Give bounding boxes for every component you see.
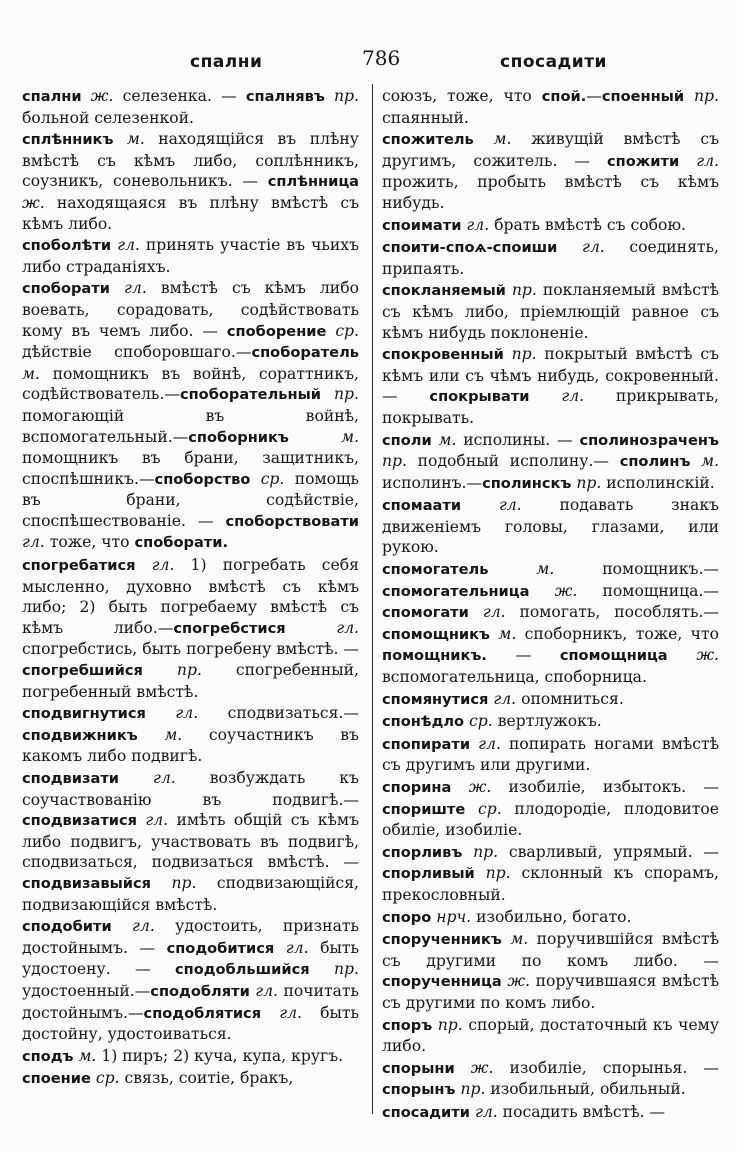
grammar-label: ж. [468, 778, 492, 796]
grammar-label: гл. [493, 689, 517, 708]
entry-text: сподвизаться.— [198, 704, 359, 723]
grammar-label: гл. [474, 1102, 498, 1121]
entry-text: спаянный. [382, 108, 469, 127]
grammar-label: ж. [507, 972, 531, 991]
entry-text: почитать достойнымъ.— [22, 981, 359, 1022]
entry-text: помощникъ въ войнѣ, сораттникъ, содѣйствователь.— [22, 364, 359, 404]
entry-text [529, 582, 554, 600]
entry-headword: споли [382, 431, 432, 449]
entry-text [432, 431, 439, 449]
dictionary-entry [22, 1068, 359, 1090]
entry-headword: сполинъ [619, 453, 691, 471]
entry-text: спогребенный, погребенный вмѣстѣ. [22, 661, 359, 701]
grammar-label: гл. [561, 387, 585, 406]
left-running-headword: спални [190, 52, 263, 72]
grammar-label: гл. [285, 938, 309, 957]
entry-headword: спомощница [559, 647, 668, 665]
entry-text [321, 385, 334, 403]
dictionary-entry [22, 86, 359, 128]
entry-headword: помощникъ. [382, 647, 487, 665]
entry-text: покрытый вмѣстѣ съ кѣмъ или съ чѣмъ нибудь, сокровенный. — [382, 345, 719, 406]
grammar-label: ж. [696, 646, 719, 665]
entry-text [143, 661, 177, 679]
entry-text: изобиліе, спорынья. — [493, 1058, 719, 1077]
entry-text [112, 917, 132, 935]
entry-headword: спорынъ [382, 1081, 456, 1099]
grammar-label: гл. [151, 556, 175, 575]
entry-text [475, 864, 486, 882]
entry-headword: спокрывати [429, 388, 530, 406]
entry-headword: споение [22, 1070, 91, 1088]
entry-text [286, 619, 337, 637]
grammar-label: гл. [117, 236, 140, 255]
right-running-headword: спосадити [500, 52, 607, 72]
entry-text [462, 843, 473, 861]
entry-text: быть достойну, удостоиваться. [22, 1003, 359, 1044]
dictionary-entry [382, 907, 719, 929]
entry-text [110, 279, 124, 297]
grammar-label: пр. [485, 864, 511, 883]
entry-headword: спокланяемый [382, 282, 506, 300]
entry-headword: споборство [154, 470, 251, 488]
grammar-label: м. [126, 130, 145, 149]
grammar-label: м. [701, 452, 719, 471]
entry-text: плодородіе, плодовитое обиліе, изобиліе. [382, 799, 719, 840]
dictionary-entry [382, 86, 719, 128]
grammar-label: гл. [336, 618, 359, 637]
entry-text: возбуждать къ соучаствованію въ подвигѣ.— [22, 769, 359, 809]
dictionary-entry [22, 129, 359, 234]
entry-text: соединять, припаять. [382, 238, 719, 278]
entry-text: — [486, 646, 560, 665]
entry-text [82, 87, 91, 105]
entry-text: помощница.— [577, 581, 719, 600]
entry-text [261, 1004, 279, 1022]
entry-headword: споити-споѧ-споиши [382, 239, 558, 257]
grammar-label: ж. [554, 581, 578, 600]
dictionary-entry [382, 1015, 719, 1057]
entry-text: исполинскій. [601, 473, 715, 492]
entry-headword: спорыни [382, 1059, 455, 1077]
entry-text: сварливый, упрямый. — [498, 842, 719, 861]
entry-headword: спориште [382, 800, 466, 818]
left-column [22, 86, 359, 1091]
entry-text [289, 428, 341, 446]
grammar-label: гл. [466, 215, 490, 234]
grammar-label: гл. [279, 1003, 302, 1022]
dictionary-entry [382, 344, 719, 428]
entry-headword: сподвизатися [22, 812, 138, 830]
entry-headword: споборствовати [225, 512, 359, 530]
entry-headword: сподобити [22, 918, 112, 936]
grammar-label: м. [164, 725, 183, 744]
grammar-label: нрч. [436, 907, 472, 926]
entry-headword: сподобляти [150, 982, 250, 1000]
entry-text: вспомогательница, споборница. [382, 668, 647, 687]
entry-text: 1) пиръ; 2) куча, купа, кругъ. [96, 1046, 344, 1065]
dictionary-entry [382, 495, 719, 558]
entry-text: помощникъ въ брани, защитникъ, споспѣшникъ.— [22, 449, 359, 488]
grammar-label: м. [510, 930, 529, 949]
entry-text: изобильный, обильный. [485, 1080, 686, 1099]
entry-headword: спалнявъ [245, 88, 325, 105]
entry-text: удостоенный.— [22, 981, 151, 1000]
grammar-label: гл. [124, 279, 147, 298]
entry-text: посадить вмѣстѣ. — [497, 1102, 666, 1121]
entry-text: — [586, 87, 602, 105]
entry-text: попирать ногами вмѣстѣ съ другимъ или другими. [382, 734, 719, 775]
entry-text: изобиліе, избытокъ. — [491, 778, 719, 796]
entry-text: вертлужокъ. [492, 712, 602, 731]
entry-text: находящаяся въ плѣну вмѣстѣ съ кѣмъ либо. [22, 193, 359, 233]
grammar-label: пр. [334, 385, 359, 404]
grammar-label: гл. [145, 811, 169, 830]
grammar-label: пр. [382, 452, 407, 471]
entry-text [684, 87, 694, 105]
entry-headword: сподвижникъ [22, 726, 138, 744]
entry-text [668, 646, 697, 664]
grammar-label: пр. [176, 661, 202, 680]
grammar-label: м. [341, 427, 359, 446]
entry-text [469, 603, 483, 621]
dictionary-entry [382, 842, 719, 906]
dictionary-entry [382, 559, 719, 688]
dictionary-entry [22, 916, 359, 1045]
dictionary-entry [382, 711, 719, 733]
grammar-label: пр. [694, 87, 719, 105]
dictionary-entry [382, 237, 719, 279]
entry-text: помогать, пособлять.— [505, 603, 719, 622]
dictionary-entry [382, 929, 719, 1013]
dictionary-entry [22, 278, 359, 554]
grammar-label: пр. [437, 1015, 463, 1034]
dictionary-entry [22, 1046, 359, 1068]
grammar-label: гл. [22, 533, 45, 552]
entry-headword: сподобльшийся [174, 961, 310, 979]
entry-headword: спорливый [382, 865, 475, 883]
page-number: 786 [362, 46, 401, 70]
grammar-label: ср. [469, 712, 493, 731]
entry-headword: споборати [22, 280, 110, 298]
entry-headword: спонѣдло [382, 713, 465, 731]
grammar-label: гл. [478, 734, 501, 753]
grammar-label: м. [493, 130, 512, 149]
entry-text: удостоить, признать достойнымъ. — [22, 917, 359, 957]
entry-text [474, 130, 494, 148]
grammar-label: гл. [498, 496, 522, 515]
entry-text [113, 130, 126, 148]
entry-headword: спорученница [382, 973, 502, 991]
dictionary-entry [382, 1058, 719, 1101]
grammar-label: пр. [511, 281, 537, 300]
grammar-label: пр. [576, 473, 602, 492]
dictionary-entry [382, 215, 719, 237]
entry-text [690, 452, 701, 470]
grammar-label: м. [78, 1046, 97, 1065]
entry-text [451, 778, 468, 796]
entry-text: больной селезенкой. [22, 108, 195, 127]
entry-text: помощь въ брани, содѣйствіе, споспѣшествованіе. — [22, 469, 359, 530]
entry-headword: спомощникъ [382, 625, 491, 643]
entry-text [274, 939, 286, 957]
entry-headword: споръ [382, 1016, 433, 1034]
grammar-label: пр. [171, 873, 197, 892]
dictionary-entry [382, 430, 719, 495]
entry-text [455, 1059, 471, 1077]
entry-text [119, 769, 153, 787]
entry-headword: споболѣти [22, 237, 112, 255]
entry-text [461, 496, 499, 514]
entry-headword: спосадити [382, 1103, 470, 1121]
entry-text [488, 560, 536, 578]
entry-headword: споро [382, 908, 432, 926]
grammar-label: гл. [175, 704, 199, 723]
dictionary-entry [22, 768, 359, 915]
entry-text: покланяемый вмѣстѣ съ кѣмъ либо, пріемлющій равное съ кѣмъ нибудь поклоненіе. [382, 281, 719, 342]
entry-text: селезенка. — [113, 87, 246, 105]
page-header [30, 46, 707, 76]
entry-headword: спомаати [382, 497, 462, 515]
entry-headword: сподвизавыйся [22, 874, 152, 892]
entry-text: связь, соитіе, бракъ, [119, 1069, 294, 1088]
grammar-label: ср. [260, 469, 285, 488]
grammar-label: гл. [581, 238, 605, 257]
grammar-label: ср. [95, 1069, 120, 1088]
entry-text: вмѣстѣ съ кѣмъ либо воевать, сорадовать, содѣйствовать кому въ чемъ либо. — [22, 279, 359, 340]
entry-text: подавать знакъ движеніемъ головы, глазами, или рукою. [382, 496, 719, 557]
grammar-label: ж. [470, 1058, 494, 1077]
entry-text [135, 556, 151, 574]
entry-headword: спомогати [382, 604, 469, 622]
dictionary-entry [22, 555, 359, 702]
entry-headword: спорливъ [382, 843, 463, 861]
entry-headword: сплѣнникъ [22, 131, 114, 149]
entry-text: помогающій въ войнѣ, вспомогательный.— [22, 406, 359, 446]
entry-text: спогребстись, быть погребену вмѣстѣ. — [22, 640, 359, 659]
grammar-label: м. [22, 364, 40, 383]
entry-text [325, 87, 334, 105]
entry-text: прожить, пробыть вмѣстѣ съ кѣмъ нибудь. [382, 173, 719, 212]
entry-text: склонный къ спорамъ, прекословный. [382, 864, 719, 904]
entry-text: подобный исполину.— [406, 452, 620, 471]
entry-text: спорый, достаточный къ чему либо. [382, 1015, 719, 1056]
dictionary-entry [382, 777, 719, 841]
entry-text: сподвизающійся, подвизающійся вмѣстѣ. [22, 873, 359, 914]
grammar-label: м. [536, 560, 555, 579]
entry-headword: спорученникъ [382, 931, 502, 949]
dictionary-entry [382, 1102, 719, 1124]
entry-text: имѣть общій съ кѣмъ либо подвигъ, участвовать въ подвигѣ, сподвизаться, подвизаться вмѣстѣ. — [22, 811, 359, 872]
entry-headword: споимати [382, 216, 462, 234]
entry-headword: споенный [601, 88, 685, 105]
dictionary-entry [382, 689, 719, 711]
entry-headword: сполинозраченъ [579, 431, 719, 449]
entry-headword: спогребстися [173, 619, 286, 637]
entry-headword: сподобитися [166, 939, 275, 957]
grammar-label: пр. [334, 87, 359, 105]
entry-headword: спопирати [382, 735, 471, 753]
entry-headword: споборатель [251, 344, 359, 362]
entry-text [679, 152, 696, 170]
entry-text: брать вмѣстѣ съ собою. [489, 215, 686, 234]
entry-text [151, 874, 171, 892]
grammar-label: м. [438, 430, 457, 449]
entry-text: опомниться. [516, 689, 624, 708]
entry-headword: споборательный [179, 386, 321, 404]
entry-headword: споборникъ [188, 428, 289, 446]
entry-headword: спожити [607, 152, 680, 170]
entry-text: 1) погребать себя мысленно, духовно вмѣстѣ съ кѣмъ либо; 2) быть погребаему вмѣстѣ съ кѣмъ либо.— [22, 556, 359, 637]
entry-text: исполинъ.— [382, 473, 483, 492]
dictionary-entry [382, 280, 719, 343]
entry-headword: спогребатися [22, 557, 136, 575]
entry-headword: спорина [382, 779, 452, 796]
entry-headword: спални [22, 88, 82, 105]
grammar-label: гл. [153, 769, 176, 787]
grammar-label: гл. [482, 603, 506, 622]
entry-text: споборникъ, тоже, что [516, 624, 719, 643]
entry-text: находящійся въ плѣну вмѣстѣ съ кѣмъ либо, соплѣнникъ, соузникъ, соневольникъ. — [22, 130, 359, 191]
entry-headword: спой. [541, 88, 587, 105]
entry-headword: спомогательница [382, 582, 530, 600]
entry-text: живущій вмѣстѣ съ другимъ, сожитель. — [382, 130, 719, 170]
grammar-label: пр. [511, 345, 537, 364]
entry-headword: спокровенный [382, 346, 504, 364]
dictionary-entry [382, 734, 719, 776]
grammar-label: гл. [255, 981, 279, 1000]
dictionary-entry [382, 129, 719, 213]
entry-text: союзъ, тоже, что [382, 87, 542, 105]
grammar-label: ж. [22, 193, 45, 212]
entry-text: помощникъ.— [554, 560, 719, 579]
entry-text: принять участіе въ чьихъ либо страданіяхъ. [22, 236, 359, 276]
entry-headword: спожитель [382, 131, 474, 149]
entry-text [557, 238, 582, 256]
grammar-label: гл. [132, 917, 155, 936]
grammar-label: ж. [90, 87, 114, 105]
grammar-label: пр. [334, 960, 359, 979]
entry-headword: спогребшийся [22, 662, 143, 680]
entry-headword: споборение [226, 322, 327, 340]
entry-text [326, 322, 335, 340]
entry-text: тоже, что [44, 533, 135, 552]
entry-text: исполины. — [456, 430, 580, 449]
entry-headword: сполинскъ [482, 474, 572, 492]
entry-headword: сподъ [22, 1047, 74, 1065]
right-column [382, 86, 719, 1125]
dictionary-entry [22, 235, 359, 277]
grammar-label: гл. [696, 151, 719, 170]
entry-text: изобильно, богато. [471, 907, 632, 926]
entry-headword: сподвигнутися [22, 705, 146, 723]
entry-text [138, 726, 165, 744]
entry-headword: сплѣнница [267, 173, 359, 191]
entry-text [465, 800, 478, 818]
dictionary-entry [22, 703, 359, 767]
grammar-label: м. [498, 624, 517, 643]
entry-text [310, 960, 334, 978]
entry-headword: споборати. [134, 534, 229, 552]
entry-text [146, 704, 175, 722]
column-divider [372, 84, 373, 1114]
entry-text: прикрывать, покрывать. [382, 387, 719, 427]
grammar-label: ср. [478, 799, 502, 818]
entry-text: быть удостоену. — [22, 938, 359, 979]
entry-text [530, 387, 562, 405]
entry-text: поручившійся вмѣстѣ съ другими по комъ либо. — [382, 930, 719, 970]
entry-headword: сподоблятися [143, 1004, 262, 1022]
entry-text [504, 345, 512, 363]
grammar-label: пр. [460, 1080, 486, 1099]
entry-text: дѣйствіе споборовшаго.— [22, 343, 252, 362]
entry-text [470, 735, 478, 753]
entry-headword: спомянутися [382, 690, 489, 708]
grammar-label: пр. [473, 842, 499, 861]
entry-text [250, 470, 260, 488]
entry-text: соучастникъ въ какомъ либо подвигѣ. [22, 725, 359, 766]
entry-headword: сподвизати [22, 770, 120, 787]
entry-headword: спомогатель [382, 561, 489, 579]
grammar-label: ср. [335, 321, 359, 340]
entry-text: поручившаяся вмѣстѣ съ другими по комъ либо. [382, 972, 719, 1012]
